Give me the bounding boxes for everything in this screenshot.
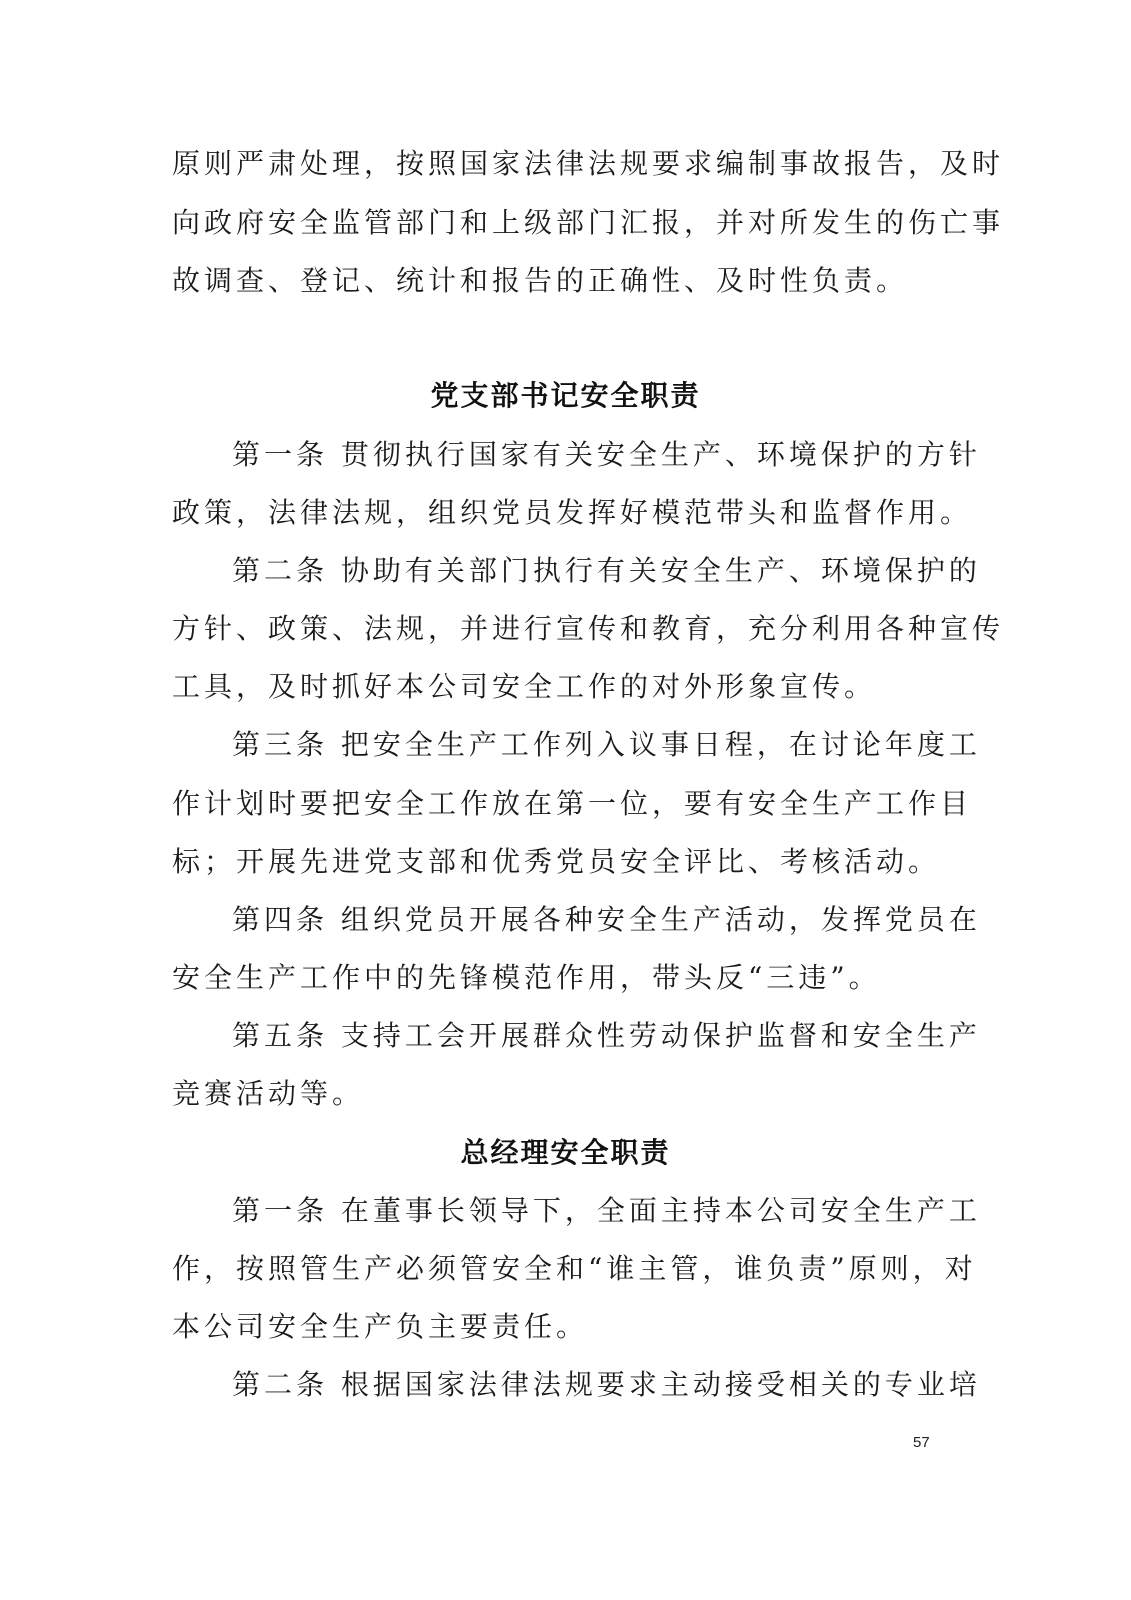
section-title-general-manager: 总经理安全职责	[460, 1136, 671, 1169]
article-line: 第二条 根据国家法律法规要求主动接受相关的专业培	[232, 1368, 981, 1401]
article-line: 第二条 协助有关部门执行有关安全生产、环境保护的	[232, 554, 981, 587]
article-line: 标；开展先进党支部和优秀党员安全评比、考核活动。	[172, 845, 941, 878]
article-line: 政策，法律法规，组织党员发挥好模范带头和监督作用。	[172, 496, 973, 529]
page-number: 57	[913, 1434, 930, 1451]
intro-line: 向政府安全监管部门和上级部门汇报，并对所发生的伤亡事	[172, 206, 1005, 239]
article-line: 第一条 在董事长领导下，全面主持本公司安全生产工	[232, 1194, 981, 1227]
article-line: 本公司安全生产负主要责任。	[172, 1310, 589, 1343]
article-line: 竞赛活动等。	[172, 1077, 365, 1110]
article-line: 第五条 支持工会开展群众性劳动保护监督和安全生产	[232, 1019, 981, 1052]
intro-line: 原则严肃处理，按照国家法律法规要求编制事故报告，及时	[172, 147, 1005, 180]
article-line: 作计划时要把安全工作放在第一位，要有安全生产工作目	[172, 787, 973, 820]
intro-line: 故调查、登记、统计和报告的正确性、及时性负责。	[172, 264, 909, 297]
article-line: 作，按照管生产必须管安全和“谁主管，谁负责”原则，对	[172, 1252, 977, 1285]
article-line: 第三条 把安全生产工作列入议事日程，在讨论年度工	[232, 728, 981, 761]
section-title-party-secretary: 党支部书记安全职责	[430, 379, 701, 412]
article-line: 第一条 贯彻执行国家有关安全生产、环境保护的方针	[232, 438, 981, 471]
article-line: 方针、政策、法规，并进行宣传和教育，充分利用各种宣传	[172, 612, 1005, 645]
article-line: 第四条 组织党员开展各种安全生产活动，发挥党员在	[232, 903, 981, 936]
article-line: 安全生产工作中的先锋模范作用，带头反“三违”。	[172, 961, 881, 994]
article-line: 工具，及时抓好本公司安全工作的对外形象宣传。	[172, 670, 877, 703]
